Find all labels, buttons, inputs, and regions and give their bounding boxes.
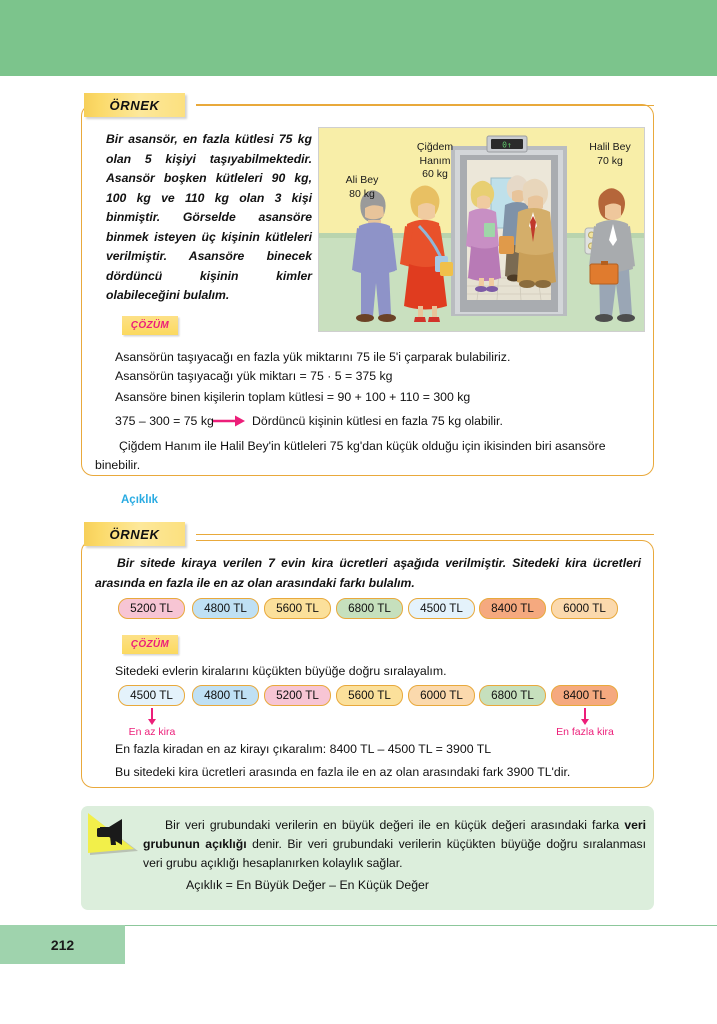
max-arrow-head [581, 719, 589, 725]
halil-bey-name: Halil Bey [589, 141, 631, 153]
example-1-solution-badge [122, 316, 178, 335]
tag-unsorted-6[interactable]: 6000 TL [551, 598, 618, 619]
tag-sorted-2[interactable]: 5200 TL [264, 685, 331, 706]
example-1-conclusion: Çiğdem Hanım ile Halil Bey'in kütleleri 75 kg'dan küçük olduğu için ikisinden biri asansöre binebilir. [95, 439, 606, 472]
tag-sorted-3[interactable]: 5600 TL [336, 685, 403, 706]
tag-unsorted-3[interactable]: 6800 TL [336, 598, 403, 619]
tag-unsorted-5[interactable]: 8400 TL [479, 598, 546, 619]
label-cigdem-hanim [402, 141, 468, 182]
tag-sorted-0[interactable]: 4500 TL [118, 685, 185, 706]
cigdem-mass: 60 kg [422, 168, 448, 180]
example-2-badge-label: ÖRNEK [109, 526, 160, 542]
example-2-question: Bir sitede kiraya verilen 7 evin kira ücretleri aşağıda verilmiştir. Sitedeki kira ücretleri arasında en fazla ile en az olan arasındaki farkı bulalım. [95, 556, 641, 590]
page-header-band [0, 0, 717, 76]
tag-sorted-4[interactable]: 6000 TL [408, 685, 475, 706]
example-1-badge [84, 93, 185, 117]
right-arrow-icon [212, 414, 246, 428]
min-arrow-head [148, 719, 156, 725]
solution-badge-label-2: ÇÖZÜM [130, 639, 170, 650]
definition-text-c: denir. Bir veri grubundaki verilerin küçükten büyüğe doğru sıralanması veri grubu açıklığı hesaplanırken kolaylık sağlar. [143, 837, 646, 870]
definition-term: veri grubunun açıklığı [143, 818, 646, 851]
solution-1-arrow-right: Dördüncü kişinin kütlesi en fazla 75 kg olabilir. [252, 414, 503, 428]
solution-1-line-3: Asansöre binen kişilerin toplam kütlesi = 90 + 100 + 110 = 300 kg [115, 390, 471, 404]
definition-text [143, 816, 646, 873]
megaphone-icon [86, 811, 142, 859]
max-rent-label: En fazla kira [556, 726, 614, 738]
tag-sorted-6[interactable]: 8400 TL [551, 685, 618, 706]
sort-instruction: Sitedeki evlerin kiralarını küçükten büyüğe doğru sıralayalım. [115, 664, 447, 678]
svg-text:0↑: 0↑ [502, 140, 512, 150]
example-2-badge [84, 522, 185, 546]
example-1-question: Bir asansör, en fazla kütlesi 75 kg olan 5 kişiyi taşıyabilmektedir. Asansör boşken kütleleri 90 kg, 100 kg ve 110 kg olan 3 kişi binmiştir. Görselde asansöre binmek isteyen üç kişinin kütleleri verilmiştir. Asansöre binecek dördüncü kişinin kimler olabileceğini bulalım. [106, 132, 312, 302]
example-2-tab-rule [196, 534, 654, 535]
tag-unsorted-1[interactable]: 4800 TL [192, 598, 259, 619]
max-arrow-shaft [584, 708, 586, 719]
cigdem-name-line1: Çiğdem [416, 141, 454, 153]
solution-1-line-1: Asansörün taşıyacağı en fazla yük miktarını 75 ile 5'i çarparak bulabiliriz. [115, 350, 511, 364]
tag-unsorted-4[interactable]: 4500 TL [408, 598, 475, 619]
label-halil-bey [579, 141, 641, 168]
elevator-illustration [318, 127, 645, 332]
solution-1-line-2: Asansörün taşıyacağı yük miktarı = 75 · 5 = 375 kg [115, 369, 393, 383]
section-heading-aciklik: Açıklık [121, 494, 159, 506]
difference-result: Bu sitedeki kira ücretleri arasında en fazla ile en az olan arasındaki fark 3900 TL'dir. [115, 765, 571, 779]
tag-sorted-1[interactable]: 4800 TL [192, 685, 259, 706]
min-rent-annotation [112, 708, 192, 738]
example-1-badge-label: ÖRNEK [109, 97, 160, 113]
definition-text-a: Bir veri grubundaki verilerin en büyük değeri ile en küçük değeri arasındaki farka [165, 818, 625, 832]
difference-calculation: En fazla kiradan en az kirayı çıkaralım: 8400 TL – 4500 TL = 3900 TL [115, 742, 492, 756]
cigdem-name-line2: Hanım [419, 154, 451, 167]
ali-bey-name: Ali Bey [345, 174, 379, 186]
example-1-tab-rule [196, 105, 654, 106]
min-rent-label: En az kira [128, 726, 176, 738]
halil-bey-mass: 70 kg [597, 154, 623, 167]
ali-bey-mass: 80 kg [349, 187, 375, 200]
solution-1-arrow-left: 375 – 300 = 75 kg [115, 414, 214, 428]
label-ali-bey [331, 174, 393, 201]
max-rent-annotation [545, 708, 625, 738]
page-number: 212 [50, 936, 75, 953]
min-arrow-shaft [151, 708, 153, 719]
tag-sorted-5[interactable]: 6800 TL [479, 685, 546, 706]
tag-unsorted-0[interactable]: 5200 TL [118, 598, 185, 619]
example-2-solution-badge [122, 635, 178, 654]
tag-unsorted-2[interactable]: 5600 TL [264, 598, 331, 619]
range-formula: Açıklık = En Büyük Değer – En Küçük Değer [186, 878, 429, 892]
footer-rule [125, 925, 717, 926]
solution-badge-label-1: ÇÖZÜM [130, 320, 170, 331]
